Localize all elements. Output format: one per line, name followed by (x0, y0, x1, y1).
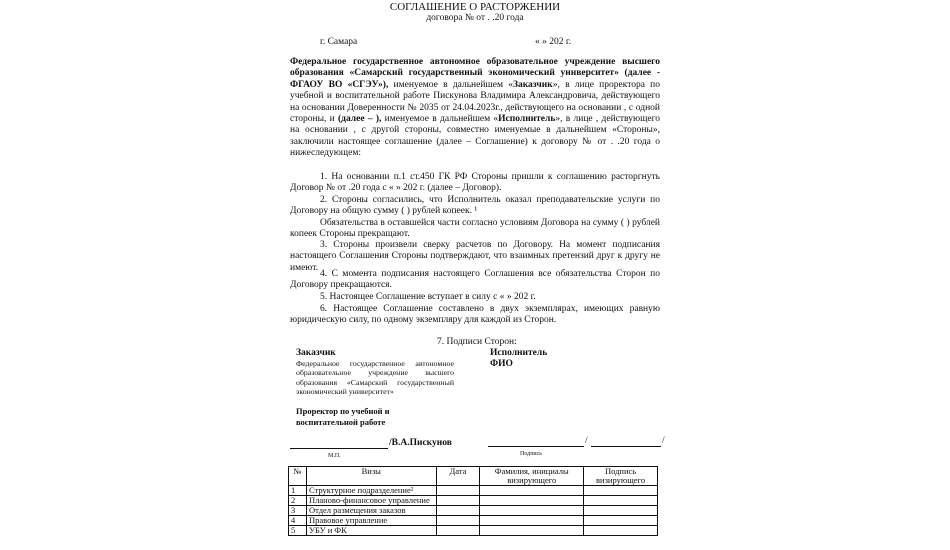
dalee-bracket: (далее – ), (337, 114, 382, 125)
mp-label: М.П. (328, 453, 341, 459)
row-surname-cell[interactable] (480, 486, 584, 496)
col-date: Дата (436, 467, 480, 486)
item-5: 5. Настоящее Соглашение вступает в силу с « » 202 г. (320, 292, 536, 302)
row-date-cell[interactable] (436, 526, 480, 536)
row-number: 5 (289, 526, 307, 536)
row-surname-cell[interactable] (480, 516, 584, 526)
date-line: « » 202 г. (535, 37, 572, 47)
visa-table-header (289, 467, 658, 486)
row-number: 3 (289, 506, 307, 516)
row-number: 4 (289, 516, 307, 526)
row-signature-cell[interactable] (584, 526, 658, 536)
row-date-cell[interactable] (436, 486, 480, 496)
intro-text-1: именуемое в дальнейшем « (388, 79, 513, 90)
row-department: Планово-финансовое управление (306, 496, 436, 506)
col-visas: Визы (306, 467, 436, 486)
slash-1: / (585, 436, 588, 446)
item-1: 1. На основании п.1 ст.450 ГК РФ Стороны пришли к соглашению расторгнуть Договор № от .20 года с « » 202 г. (далее – Договор). (290, 172, 660, 194)
slash-2: / (662, 436, 665, 446)
row-date-cell[interactable] (436, 516, 480, 526)
intro-paragraph (290, 57, 660, 160)
executor-label: Исполнитель (490, 348, 548, 358)
customer-signature-line[interactable] (290, 448, 388, 449)
intro-text-3: именуемое в дальнейшем « (381, 114, 499, 125)
customer-signer-name: /В.А.Пискунов (389, 438, 452, 448)
row-date-cell[interactable] (436, 506, 480, 516)
document-title: СОГЛАШЕНИЕ О РАСТОРЖЕНИИ (389, 1, 561, 13)
col-number: № (289, 467, 307, 486)
row-surname-cell[interactable] (480, 496, 584, 506)
item-3: 3. Стороны произвели сверку расчетов по Договору. На момент подписания настоящего Соглашения Стороны подтверждают, что взаимных претензий друг к другу не имеют. (290, 240, 660, 273)
signer-position: Проректор по учебной и воспитательной работе (296, 406, 390, 427)
signatures-heading: 7. Подписи Сторон: (437, 337, 517, 347)
row-department: Отдел размещения заказов (306, 506, 436, 516)
row-surname-cell[interactable] (480, 506, 584, 516)
row-number: 1 (289, 486, 307, 496)
intro-org-name: Федеральное государственное автономное образовательное учреждение высшего образования «Самарский государственный экономический университет» (далее - ФГАОУ ВО «СГЭУ»), (290, 57, 660, 90)
item-2: 2. Стороны согласились, что Исполнитель оказал преподавательские услуги по Договору на общую сумму ( ) рублей копеек. ¹ (290, 195, 660, 217)
col-signature: Подпись визирующего (584, 467, 658, 486)
intro-text-4: », в лице , действующего на основании , с другой стороны, совместно именуемые в дальнейшем «Стороны», заключили настоящее соглашение (далее – Соглашение) к договору № от . .20 года о нижеследующем: (290, 114, 661, 159)
customer-org: Федеральное государственное автономное образовательное учреждение высшего образования «Самарский государственный экономический университет» (296, 359, 454, 396)
executor-signature-line[interactable] (488, 446, 584, 447)
row-number: 2 (289, 496, 307, 506)
table-row (289, 506, 658, 516)
item-6: 6. Настоящее Соглашение составлено в двух экземплярах, имеющих равную юридическую силу, по одному экземпляру для каждой из Сторон. (290, 304, 660, 326)
row-department: Структурное подразделение² (306, 486, 436, 496)
city: г. Самара (320, 37, 358, 47)
item-4: 4. С момента подписания настоящего Соглашения все обязательства Сторон по Договору прекращаются. (290, 269, 660, 291)
customer-word: Заказчик (512, 79, 553, 90)
executor-name-line[interactable] (591, 446, 661, 447)
executor-word: Исполнитель (498, 114, 556, 125)
row-signature-cell[interactable] (584, 486, 658, 496)
row-signature-cell[interactable] (584, 516, 658, 526)
row-surname-cell[interactable] (480, 526, 584, 536)
row-department: УБУ и ФК (306, 526, 436, 536)
table-row (289, 496, 658, 506)
intro-text-2: », в лице проректора по учебной и воспитательной работе Пискунова Владимира Александровича, действующего на основании Доверенности № 2035 от 24.04.2023г., действующего на основании , с одной стороны, и (290, 79, 661, 125)
table-row (289, 526, 658, 536)
table-row (289, 516, 658, 526)
row-department: Правовое управление (306, 516, 436, 526)
col-surname: Фамилия, инициалы визирующего (480, 467, 584, 486)
row-date-cell[interactable] (436, 496, 480, 506)
executor-fio: ФИО (490, 359, 513, 369)
visa-table (288, 466, 658, 536)
podpis-label: Подпись (520, 451, 543, 457)
customer-label: Заказчик (296, 348, 336, 358)
document-subtitle: договора № от . .20 года (426, 13, 524, 23)
row-signature-cell[interactable] (584, 506, 658, 516)
item-2-continuation: Обязательства в оставшейся части согласно условиям Договора на сумму ( ) рублей копеек Стороны прекращают. (290, 218, 660, 240)
table-row (289, 486, 658, 496)
row-signature-cell[interactable] (584, 496, 658, 506)
